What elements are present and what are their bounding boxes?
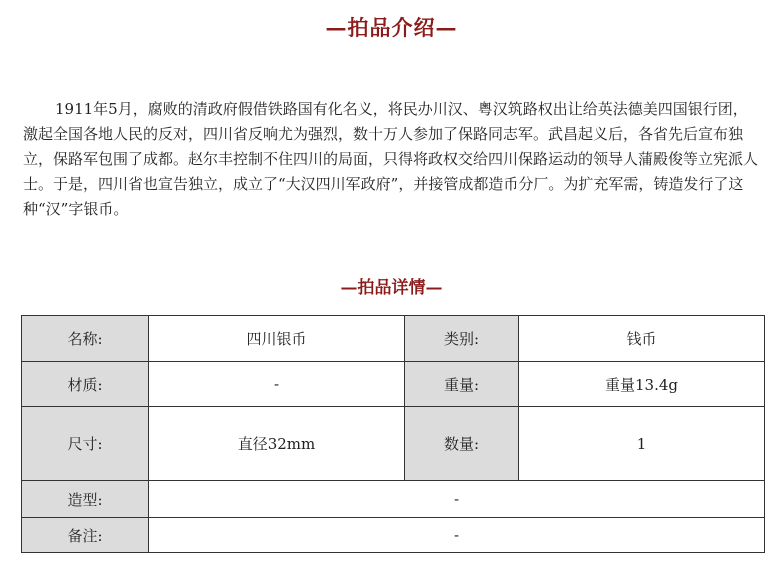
table-row: [22, 316, 765, 362]
table-row: [22, 407, 765, 481]
table-row: [22, 362, 765, 407]
details-table: [21, 315, 765, 553]
remarks-label: 备注:: [22, 518, 149, 553]
material-label: 材质:: [22, 362, 149, 407]
category-value: 钱币: [519, 316, 765, 362]
remarks-value: -: [149, 518, 765, 553]
table-row: [22, 481, 765, 518]
material-value: -: [149, 362, 405, 407]
name-label: 名称:: [22, 316, 149, 362]
name-value: 四川银币: [149, 316, 405, 362]
shape-label: 造型:: [22, 481, 149, 518]
details-title: —拍品详情—: [340, 278, 443, 298]
size-value: 直径32mm: [149, 407, 405, 481]
quantity-label: 数量:: [405, 407, 519, 481]
quantity-value: 1: [519, 407, 765, 481]
size-label: 尺寸:: [22, 407, 149, 481]
category-label: 类别:: [405, 316, 519, 362]
intro-paragraph: 1911年5月，腐败的清政府假借铁路国有化名义，将民办川汉、粤汉筑路权出让给英法德美四国银行团，激起全国各地人民的反对，四川省反响尤为强烈，数十万人参加了保路同志军。武昌起义后，各省先后宣布独立，保路军包围了成都。赵尔丰控制不住四川的局面，只得将政权交给四川保路运动的领导人蒲殿俊等立宪派人士。于是，四川省也宣告独立，成立了“大汉四川军政府”，并接管成都造币分厂。为扩充军需，铸造发行了这种“汉”字银币。: [23, 100, 759, 218]
page-title: —拍品介绍—: [325, 15, 458, 40]
table-row: [22, 518, 765, 553]
weight-value: 重量13.4g: [519, 362, 765, 407]
weight-label: 重量:: [405, 362, 519, 407]
shape-value: -: [149, 481, 765, 518]
